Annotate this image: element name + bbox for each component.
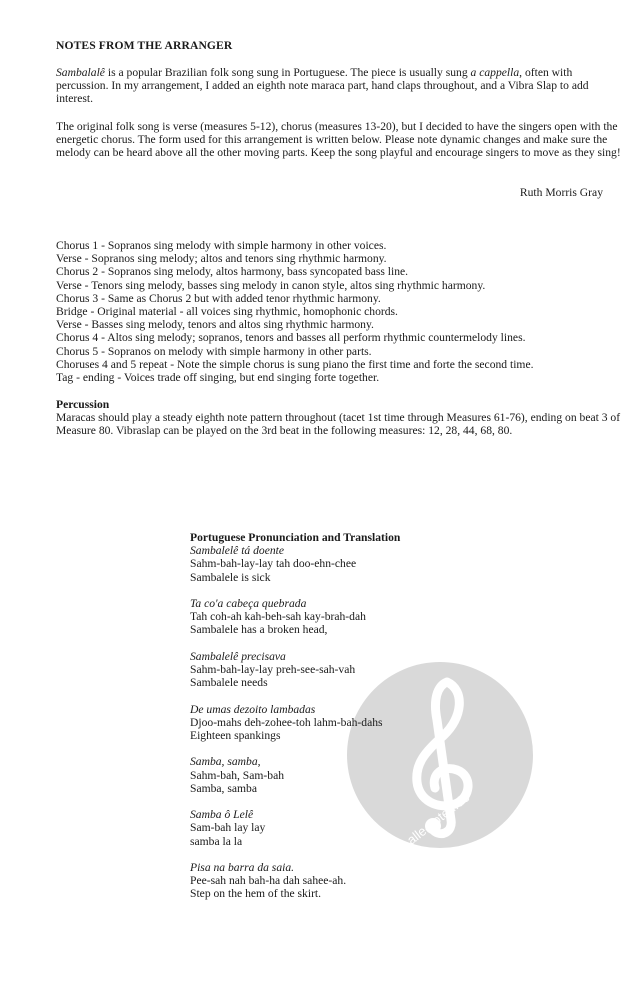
pronunciation-line: Tah coh-ah kah-beh-sah kay-brah-dah	[190, 610, 366, 624]
song-title: Sambalalê	[56, 66, 105, 79]
intro-text-a: is a popular Brazilian folk song sung in Portuguese. The piece is usually sung	[104, 66, 471, 79]
lyric-stanza	[190, 808, 510, 848]
a-cappella-term: a cappella	[470, 66, 520, 79]
pronunciation-line: Pee-sah nah bah-ha dah sahee-ah.	[190, 874, 347, 888]
english-line: Eighteen spankings	[190, 729, 281, 742]
notes-heading: NOTES FROM THE ARRANGER	[56, 39, 233, 52]
portuguese-line: Pisa na barra da saia.	[190, 860, 295, 874]
form-list	[56, 239, 626, 384]
english-line: Samba, samba	[190, 781, 257, 795]
lyric-stanza	[190, 703, 510, 743]
portuguese-line: De umas dezoito lambadas	[190, 702, 316, 716]
pronunciation-line: Sahm-bah-lay-lay tah doo-ehn-chee	[190, 557, 357, 571]
portuguese-line: Sambalelê precisava	[190, 649, 286, 663]
pronunciation-line: Djoo-mahs deh-zohee-toh lahm-bah-dahs	[190, 715, 383, 729]
portuguese-line: Sambalelê tá doente	[190, 544, 285, 558]
form-line: Bridge - Original material - all voices sing rhythmic, homophonic chords.	[56, 305, 398, 319]
english-line: Sambalele has a broken head,	[190, 623, 328, 637]
portuguese-line: Ta co'a cabeça quebrada	[190, 597, 307, 610]
percussion-paragraph: Maracas should play a steady eighth note pattern throughout (tacet 1st time through Measures 61-76), ending on beat 3 of Measure 80. Vibraslap can be played on the 3rd beat in the following measures: 12, 28, 44, 68, 80.	[56, 411, 621, 438]
pronunciation-line: Sahm-bah, Sam-bah	[190, 768, 285, 782]
lyric-stanza	[190, 650, 510, 690]
form-explanation-paragraph: The original folk song is verse (measures 5-12), chorus (measures 13-20), but I decided to have the singers open with the energetic chorus. The form used for this arrangement is written below. Please note dynamic changes and make sure the melody can be heard above all the other moving parts. Keep the song playful and encourage singers to move as they sing!	[56, 120, 621, 160]
english-line: Sambalele needs	[190, 676, 268, 690]
watermark-text: alle-noten.de	[403, 789, 473, 848]
form-line: Chorus 5 - Sopranos on melody with simple harmony in other parts.	[56, 344, 372, 358]
lyric-stanza	[190, 544, 510, 584]
form-line: Choruses 4 and 5 repeat - Note the simple chorus is sung piano the first time and forte the second time.	[56, 357, 534, 371]
form-line: Chorus 1 - Sopranos sing melody with simple harmony in other voices.	[56, 239, 387, 252]
english-line: samba la la	[190, 834, 243, 848]
form-line: Tag - ending - Voices trade off singing, but end singing forte together.	[56, 371, 380, 385]
portuguese-line: Samba ô Lelê	[190, 808, 254, 822]
lyric-stanza	[190, 597, 510, 637]
form-line: Chorus 2 - Sopranos sing melody, altos harmony, bass syncopated bass line.	[56, 265, 409, 279]
pronunciation-line: Sam-bah lay lay	[190, 821, 266, 835]
pronunciation-line: Sahm-bah-lay-lay preh-see-sah-vah	[190, 663, 356, 676]
form-line: Verse - Tenors sing melody, basses sing melody in canon style, altos sing rhythmic harmony.	[56, 278, 486, 292]
english-line: Sambalele is sick	[190, 570, 271, 584]
form-line: Verse - Sopranos sing melody; altos and tenors sing rhythmic harmony.	[56, 252, 387, 266]
translation-section	[190, 531, 510, 914]
form-line: Chorus 4 - Altos sing melody; sopranos, tenors and basses all perform rhythmic countermelody lines.	[56, 331, 526, 345]
english-line: Step on the hem of the skirt.	[190, 887, 322, 901]
arranger-signature: Ruth Morris Gray	[519, 186, 603, 199]
percussion-heading: Percussion	[56, 398, 110, 411]
lyric-stanza	[190, 861, 510, 901]
form-line: Chorus 3 - Same as Chorus 2 but with added tenor rhythmic harmony.	[56, 291, 381, 305]
portuguese-line: Samba, samba,	[190, 755, 261, 769]
form-line: Verse - Basses sing melody, tenors and altos sing rhythmic harmony.	[56, 318, 374, 332]
intro-paragraph	[56, 66, 621, 106]
lyric-stanza	[190, 755, 510, 795]
translation-heading: Portuguese Pronunciation and Translation	[190, 531, 401, 544]
intro-text-c: , often with percussion. In my arrangement, I added an eighth note maraca part, hand claps throughout, and a Vibra Slap to add interest.	[56, 66, 589, 106]
